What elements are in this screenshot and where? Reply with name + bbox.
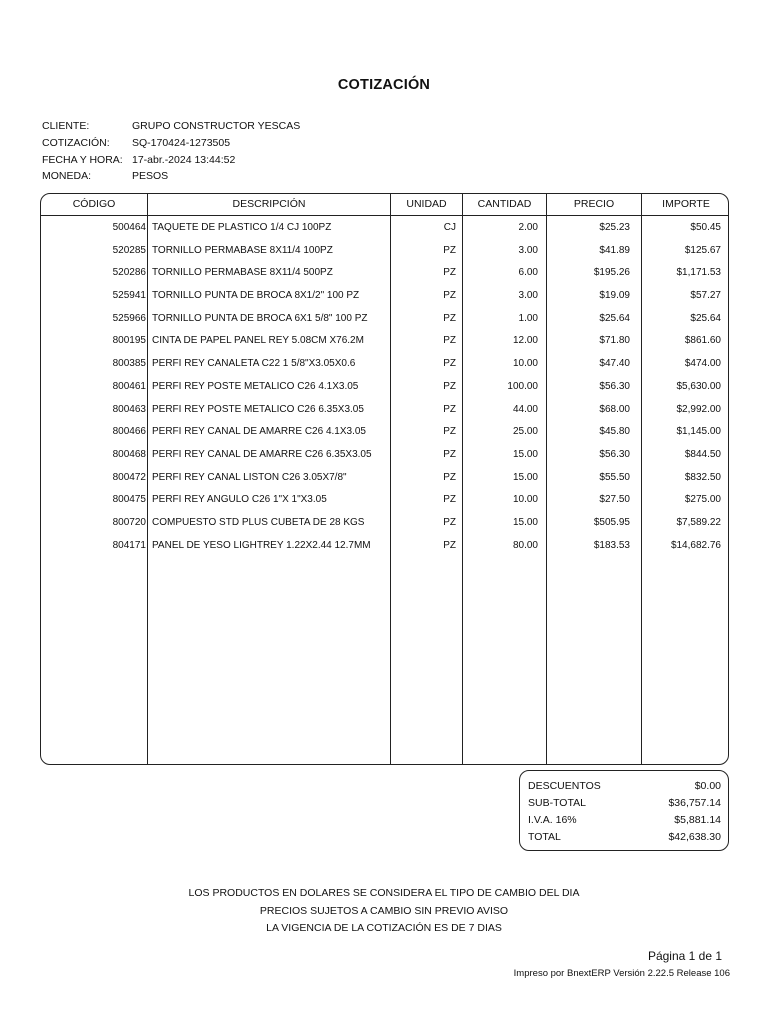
- row-code: 804171: [112, 539, 146, 551]
- row-amount: $1,145.00: [676, 426, 721, 438]
- header-code: CÓDIGO: [72, 198, 116, 210]
- row-price: $47.40: [599, 358, 630, 370]
- row-unit: PZ: [443, 244, 456, 256]
- table-row: [41, 284, 728, 307]
- row-unit: PZ: [443, 471, 456, 483]
- row-price: $183.53: [593, 539, 630, 551]
- table-row: [41, 239, 728, 262]
- row-quantity: 25.00: [512, 426, 538, 438]
- row-quantity: 80.00: [512, 539, 538, 551]
- row-price: $56.30: [599, 380, 630, 392]
- row-code: 800472: [112, 471, 146, 483]
- row-description: TORNILLO PERMABASE 8X11/4 500PZ: [152, 267, 333, 279]
- row-quantity: 15.00: [512, 448, 538, 460]
- table-row: [41, 466, 728, 489]
- row-unit: PZ: [443, 335, 456, 347]
- row-amount: $474.00: [684, 358, 721, 370]
- date-time-value: 17-abr.-2024 13:44:52: [132, 153, 236, 166]
- row-unit: PZ: [443, 539, 456, 551]
- row-code: 800385: [112, 358, 146, 370]
- row-amount: $2,992.00: [676, 403, 721, 415]
- table-row: [41, 511, 728, 534]
- row-amount: $57.27: [690, 290, 721, 302]
- header-price: PRECIO: [573, 198, 615, 210]
- row-code: 800195: [112, 335, 146, 347]
- row-quantity: 44.00: [512, 403, 538, 415]
- row-unit: CJ: [443, 222, 456, 233]
- table-row: [41, 216, 728, 239]
- header-unit: UNIDAD: [406, 198, 447, 210]
- row-code: 520285: [112, 244, 146, 256]
- info-label: CLIENTE:: [42, 120, 90, 133]
- row-description: TAQUETE DE PLASTICO 1/4 CJ 100PZ: [152, 222, 332, 233]
- table-row: [41, 398, 728, 421]
- row-description: COMPUESTO STD PLUS CUBETA DE 28 KGS: [152, 516, 365, 528]
- row-unit: PZ: [443, 516, 456, 528]
- row-amount: $1,171.53: [676, 267, 721, 279]
- discounts-value: $0.00: [694, 779, 721, 792]
- totals-row-tax: [528, 811, 721, 828]
- row-quantity: 10.00: [512, 358, 538, 370]
- info-label: FECHA Y HORA:: [42, 153, 123, 166]
- info-row-quote: [42, 135, 300, 152]
- row-description: PERFI REY POSTE METALICO C26 4.1X3.05: [152, 380, 359, 392]
- totals-label: SUB-TOTAL: [528, 796, 586, 809]
- page-title: COTIZACIÓN: [337, 77, 431, 93]
- row-code: 800475: [112, 494, 146, 506]
- row-code: 520286: [112, 267, 146, 279]
- row-code: 800468: [112, 448, 146, 460]
- quote-number-value: SQ-170424-1273505: [132, 137, 231, 150]
- row-quantity: 2.00: [518, 222, 538, 233]
- printed-by: Impreso por BnextERP Versión 2.22.5 Release 106: [513, 968, 730, 979]
- row-unit: PZ: [443, 380, 456, 392]
- row-description: PANEL DE YESO LIGHTREY 1.22X2.44 12.7MM: [152, 539, 371, 551]
- items-table: [40, 193, 729, 765]
- row-code: 800463: [112, 403, 146, 415]
- row-quantity: 3.00: [518, 244, 538, 256]
- totals-row-discounts: [528, 777, 721, 794]
- row-price: $45.80: [599, 426, 630, 438]
- row-price: $71.80: [599, 335, 630, 347]
- table-row: [41, 375, 728, 398]
- row-amount: $125.67: [684, 244, 721, 256]
- table-row: [41, 488, 728, 511]
- currency-value: PESOS: [132, 170, 169, 183]
- row-unit: PZ: [443, 290, 456, 302]
- row-amount: $14,682.76: [670, 539, 721, 551]
- info-label: COTIZACIÓN:: [42, 137, 110, 150]
- note-line: LA VIGENCIA DE LA COTIZACIÓN ES DE 7 DIAS: [266, 922, 502, 934]
- client-value: GRUPO CONSTRUCTOR YESCAS: [132, 120, 301, 133]
- tax-value: $5,881.14: [674, 813, 721, 826]
- info-row-date: [42, 151, 300, 168]
- row-amount: $275.00: [684, 494, 721, 506]
- row-code: 525966: [112, 312, 146, 324]
- total-value: $42,638.30: [668, 830, 721, 843]
- row-quantity: 100.00: [507, 380, 538, 392]
- totals-row-total: [528, 828, 721, 845]
- table-row: [41, 329, 728, 352]
- row-unit: PZ: [443, 494, 456, 506]
- page-number: Página 1 de 1: [647, 949, 722, 963]
- row-price: $27.50: [599, 494, 630, 506]
- row-code: 500464: [112, 222, 146, 233]
- table-body: [41, 216, 728, 556]
- row-description: TORNILLO PERMABASE 8X11/4 100PZ: [152, 244, 333, 256]
- row-amount: $861.60: [684, 335, 721, 347]
- row-amount: $50.45: [690, 222, 721, 233]
- table-row: [41, 352, 728, 375]
- header-quantity: CANTIDAD: [477, 198, 532, 210]
- row-unit: PZ: [443, 426, 456, 438]
- row-price: $19.09: [599, 290, 630, 302]
- row-price: $505.95: [593, 516, 630, 528]
- row-amount: $844.50: [684, 448, 721, 460]
- row-quantity: 15.00: [512, 516, 538, 528]
- info-label: MONEDA:: [42, 170, 92, 183]
- note-line: PRECIOS SUJETOS A CAMBIO SIN PREVIO AVISO: [259, 904, 509, 917]
- row-amount: $7,589.22: [676, 516, 721, 528]
- totals-label: DESCUENTOS: [528, 779, 601, 792]
- row-code: 525941: [112, 290, 146, 302]
- row-description: PERFI REY POSTE METALICO C26 6.35X3.05: [152, 403, 364, 415]
- quote-info: [42, 118, 300, 185]
- row-price: $195.26: [593, 267, 630, 279]
- row-unit: PZ: [443, 358, 456, 370]
- row-description: PERFI REY CANAL DE AMARRE C26 6.35X3.05: [152, 448, 372, 460]
- row-amount: $832.50: [684, 471, 721, 483]
- note-line: LOS PRODUCTOS EN DOLARES SE CONSIDERA EL TIPO DE CAMBIO DEL DIA: [188, 887, 580, 899]
- totals-box: [519, 770, 729, 851]
- row-price: $55.50: [599, 471, 630, 483]
- table-row: [41, 261, 728, 284]
- row-description: CINTA DE PAPEL PANEL REY 5.08CM X76.2M: [152, 335, 364, 347]
- row-amount: $5,630.00: [676, 380, 721, 392]
- row-price: $41.89: [599, 244, 630, 256]
- row-description: PERFI REY CANALETA C22 1 5/8"X3.05X0.6: [152, 358, 356, 370]
- row-description: TORNILLO PUNTA DE BROCA 6X1 5/8" 100 PZ: [152, 312, 368, 324]
- row-price: $56.30: [599, 448, 630, 460]
- subtotal-value: $36,757.14: [668, 796, 721, 809]
- totals-label: I.V.A. 16%: [528, 813, 577, 826]
- row-description: TORNILLO PUNTA DE BROCA 8X1/2" 100 PZ: [152, 290, 360, 302]
- row-description: PERFI REY ANGULO C26 1"X 1"X3.05: [152, 494, 327, 506]
- row-price: $25.23: [599, 222, 630, 233]
- info-row-client: [42, 118, 300, 135]
- row-unit: PZ: [443, 448, 456, 460]
- row-unit: PZ: [443, 312, 456, 324]
- row-quantity: 3.00: [518, 290, 538, 302]
- row-quantity: 1.00: [518, 312, 538, 324]
- terms-notes: [0, 885, 768, 938]
- row-quantity: 12.00: [512, 335, 538, 347]
- row-quantity: 15.00: [512, 471, 538, 483]
- row-description: PERFI REY CANAL LISTON C26 3.05X7/8": [152, 471, 347, 483]
- row-quantity: 6.00: [518, 267, 538, 279]
- header-description: DESCRIPCIÓN: [232, 198, 306, 210]
- info-row-currency: [42, 168, 300, 185]
- row-quantity: 10.00: [512, 494, 538, 506]
- table-row: [41, 420, 728, 443]
- row-description: PERFI REY CANAL DE AMARRE C26 4.1X3.05: [152, 426, 366, 438]
- row-code: 800720: [112, 516, 146, 528]
- table-row: [41, 443, 728, 466]
- header-amount: IMPORTE: [662, 198, 710, 210]
- row-price: $25.64: [599, 312, 630, 324]
- totals-label: TOTAL: [528, 830, 561, 843]
- row-code: 800466: [112, 426, 146, 438]
- row-price: $68.00: [599, 403, 630, 415]
- row-unit: PZ: [443, 267, 456, 279]
- row-code: 800461: [112, 380, 146, 392]
- table-row: [41, 534, 728, 557]
- row-amount: $25.64: [690, 312, 721, 324]
- table-row: [41, 307, 728, 330]
- totals-row-subtotal: [528, 794, 721, 811]
- row-unit: PZ: [443, 403, 456, 415]
